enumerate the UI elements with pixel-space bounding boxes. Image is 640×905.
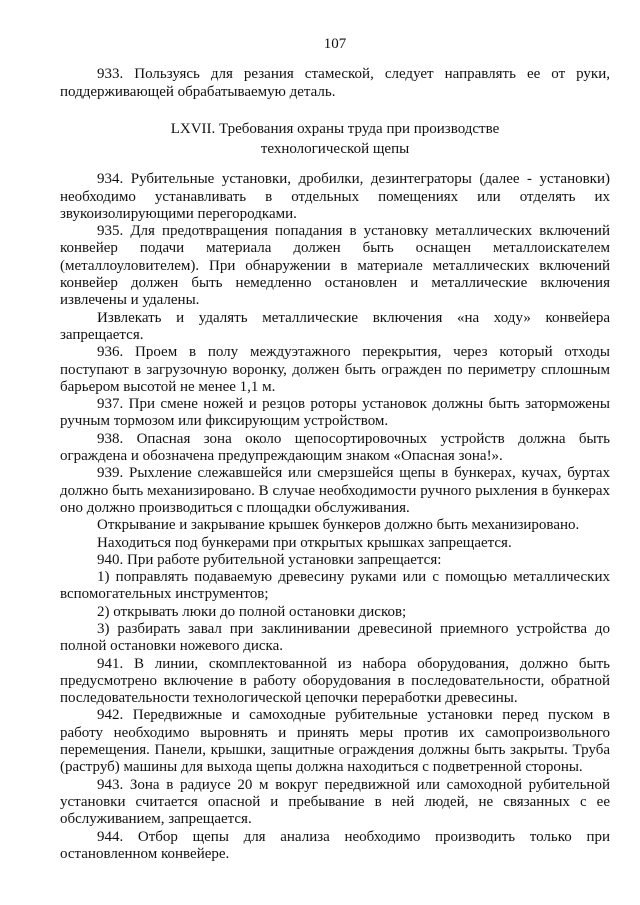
list-item-940-2: 2) открывать люки до полной остановки дисков; xyxy=(97,603,407,620)
paragraph-934: 934. Рубительные установки, дробилки, дезинтеграторы (далее - установки) необходимо устанавливать в отдельных помещениях или отделять их звукоизолирующими перегородками. xyxy=(60,171,610,222)
list-item-940-3: 3) разбирать завал при заклинивании древесиной приемного устройства до полной остановки ножевого диска. xyxy=(60,621,610,655)
section-paragraphs xyxy=(60,171,610,863)
list-item-940-1: 1) поправлять подаваемую древесину руками или с помощью металлических вспомогательных инструментов; xyxy=(60,569,610,603)
paragraph-939: 939. Рыхление слежавшейся или смерзшейся щепы в бункерах, кучах, буртах должно быть механизировано. В случае необходимости ручного рыхления в бункерах оно должно производиться с площадки обслуживания. xyxy=(60,465,610,516)
paragraph-937: 937. При смене ножей и резцов роторы установок должны быть заторможены ручным тормозом или фиксирующим устройством. xyxy=(60,396,610,430)
paragraph-936: 936. Проем в полу междуэтажного перекрытия, через который отходы поступают в загрузочную воронку, должен быть огражден по периметру сплошным барьером высотой не менее 1,1 м. xyxy=(60,344,610,395)
document-body xyxy=(60,66,610,863)
section-heading xyxy=(60,120,610,159)
paragraph-942: 942. Передвижные и самоходные рубительные установки перед пуском в работу необходимо выровнять и принять меры против их самопроизвольного перемещения. Панели, крышки, защитные ограждения должны быть закрыты. Труба (раструб) машины для выхода щепы должна находиться с подветренной стороны. xyxy=(60,707,610,776)
paragraph-938: 938. Опасная зона около щепосортировочных устройств должна быть ограждена и обозначена предупреждающим знаком «Опасная зона!». xyxy=(60,430,610,465)
paragraph-939-continuation-2: Находиться под бункерами при открытых крышках запрещается. xyxy=(97,534,512,551)
paragraph-935: 935. Для предотвращения попадания в установку металлических включений конвейер подачи материала должен быть оснащен металлоискателем (металлоуловителем). При обнаружении в материале металлических включений конвейер должен быть немедленно остановлен и металлические включения извлечены и удалены. xyxy=(60,223,610,309)
paragraph-943: 943. Зона в радиусе 20 м вокруг передвижной или самоходной рубительной установки считается опасной и пребывание в ней людей, не связанных с ее обслуживанием, запрещается. xyxy=(60,776,610,828)
paragraph-940: 940. При работе рубительной установки запрещается: xyxy=(97,551,442,568)
section-heading-line-2: технологической щепы xyxy=(260,140,410,157)
paragraph-933: 933. Пользуясь для резания стамеской, следует направлять ее от руки, поддерживающей обрабатываемую деталь. xyxy=(60,66,610,100)
paragraph-941: 941. В линии, скомплектованной из набора оборудования, должно быть предусмотрено включение в работу оборудования в последовательности, обратной последовательности технологической цепочки переработки древесины. xyxy=(60,655,610,707)
page-number: 107 xyxy=(323,36,347,52)
paragraph-944: 944. Отбор щепы для анализа необходимо производить только при остановленном конвейере. xyxy=(60,828,610,862)
paragraph-935-continuation: Извлекать и удалять металлические включения «на ходу» конвейера запрещается. xyxy=(60,309,610,343)
section-heading-line-1: LXVII. Требования охраны труда при производстве xyxy=(170,121,500,138)
paragraph-939-continuation-1: Открывание и закрывание крышек бункеров должно быть механизировано. xyxy=(97,517,580,534)
